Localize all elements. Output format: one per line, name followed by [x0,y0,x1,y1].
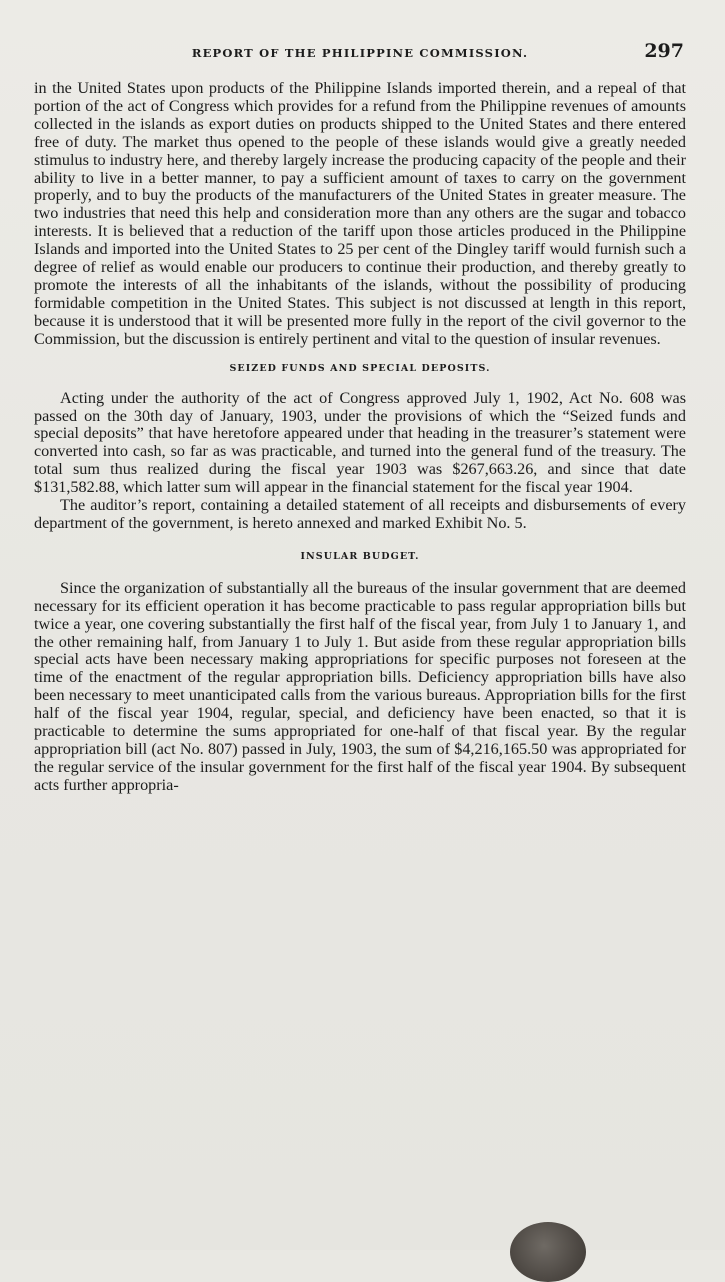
scan-thumb-shadow [510,1222,586,1282]
page-header [34,40,686,66]
body-text [34,80,686,795]
running-head: REPORT OF THE PHILIPPINE COMMISSION. [191,46,529,60]
paragraph-tariff: in the United States upon products of the Philippine Islands imported therein, and a repeal of that portion of the act of Congress which provides for a refund from the Philippine revenues of amounts collected in the islands as export duties on products shipped to the United States and there entered free of duty. The market thus opened to the people of these islands would give a greatly needed stimulus to industry here, and thereby largely increase the producing capacity of the people and their ability to live in a better manner, to pay a sufficient amount of taxes to carry on the government properly, and to buy the products of the manufacturers of the United States in greater measure. The two industries that need this help and consideration more than any others are the sugar and tobacco interests. It is believed that a reduction of the tariff upon those articles produced in the Philippine Islands and imported into the United States to 25 per cent of the Dingley tariff would furnish such a degree of relief as would enable our producers to continue their production, and thereby greatly to promote the interests of all the inhabitants of the islands, without the possibility of producing formidable competition in the United States. This subject is not discussed at length in this report, because it is understood that it will be presented more fully in the report of the civil governor to the Commission, but the discussion is entirely pertinent and vital to the question of insular revenues. [34,79,686,348]
section-heading-insular-budget: INSULAR BUDGET. [300,550,420,562]
paragraph-seized-funds: Acting under the authority of the act of Congress approved July 1, 1902, Act No. 608 was passed on the 30th day of January, 1903, under the provisions of which the “Seized funds and special deposits” that have heretofore appeared under that heading in the treasurer’s statement were converted into cash, so far as was practicable, and turned into the general fund of the treasury. The total sum thus realized during the fiscal year 1903 was $267,663.26, and since that date $131,582.88, which latter sum will appear in the financial statement for the fiscal year 1904. [34,388,686,497]
page-number: 297 [644,40,684,62]
section-heading-seized-funds: SEIZED FUNDS AND SPECIAL DEPOSITS. [229,362,491,374]
paragraph-auditor-report: The auditor’s report, containing a detailed statement of all receipts and disbursements of every department of the government, is hereto annexed and marked Exhibit No. 5. [34,496,686,532]
paragraph-insular-budget: Since the organization of substantially all the bureaus of the insular government that are deemed necessary for its efficient operation it has become practicable to pass regular appropriation bills but twice a year, one covering substantially the first half of the fiscal year, from July 1 to January 1, and the other remaining half, from January 1 to July 1. But aside from these regular appropriation bills special acts have been necessary making appropriations for specific purposes not foreseen at the time of the enactment of the regular appropriation bills. Deficiency appropriation bills have also been necessary to meet unanticipated calls from the various bureaus. Appropriation bills for the first half of the fiscal year 1904, regular, special, and deficiency have been enacted, so that it is practicable to determine the sums appropriated for one-half of that fiscal year. By the regular appropriation bill (act No. 807) passed in July, 1903, the sum of $4,216,165.50 was appropriated for the regular service of the insular government for the first half of the fiscal year 1904. By subsequent acts further appropria- [34,578,686,794]
